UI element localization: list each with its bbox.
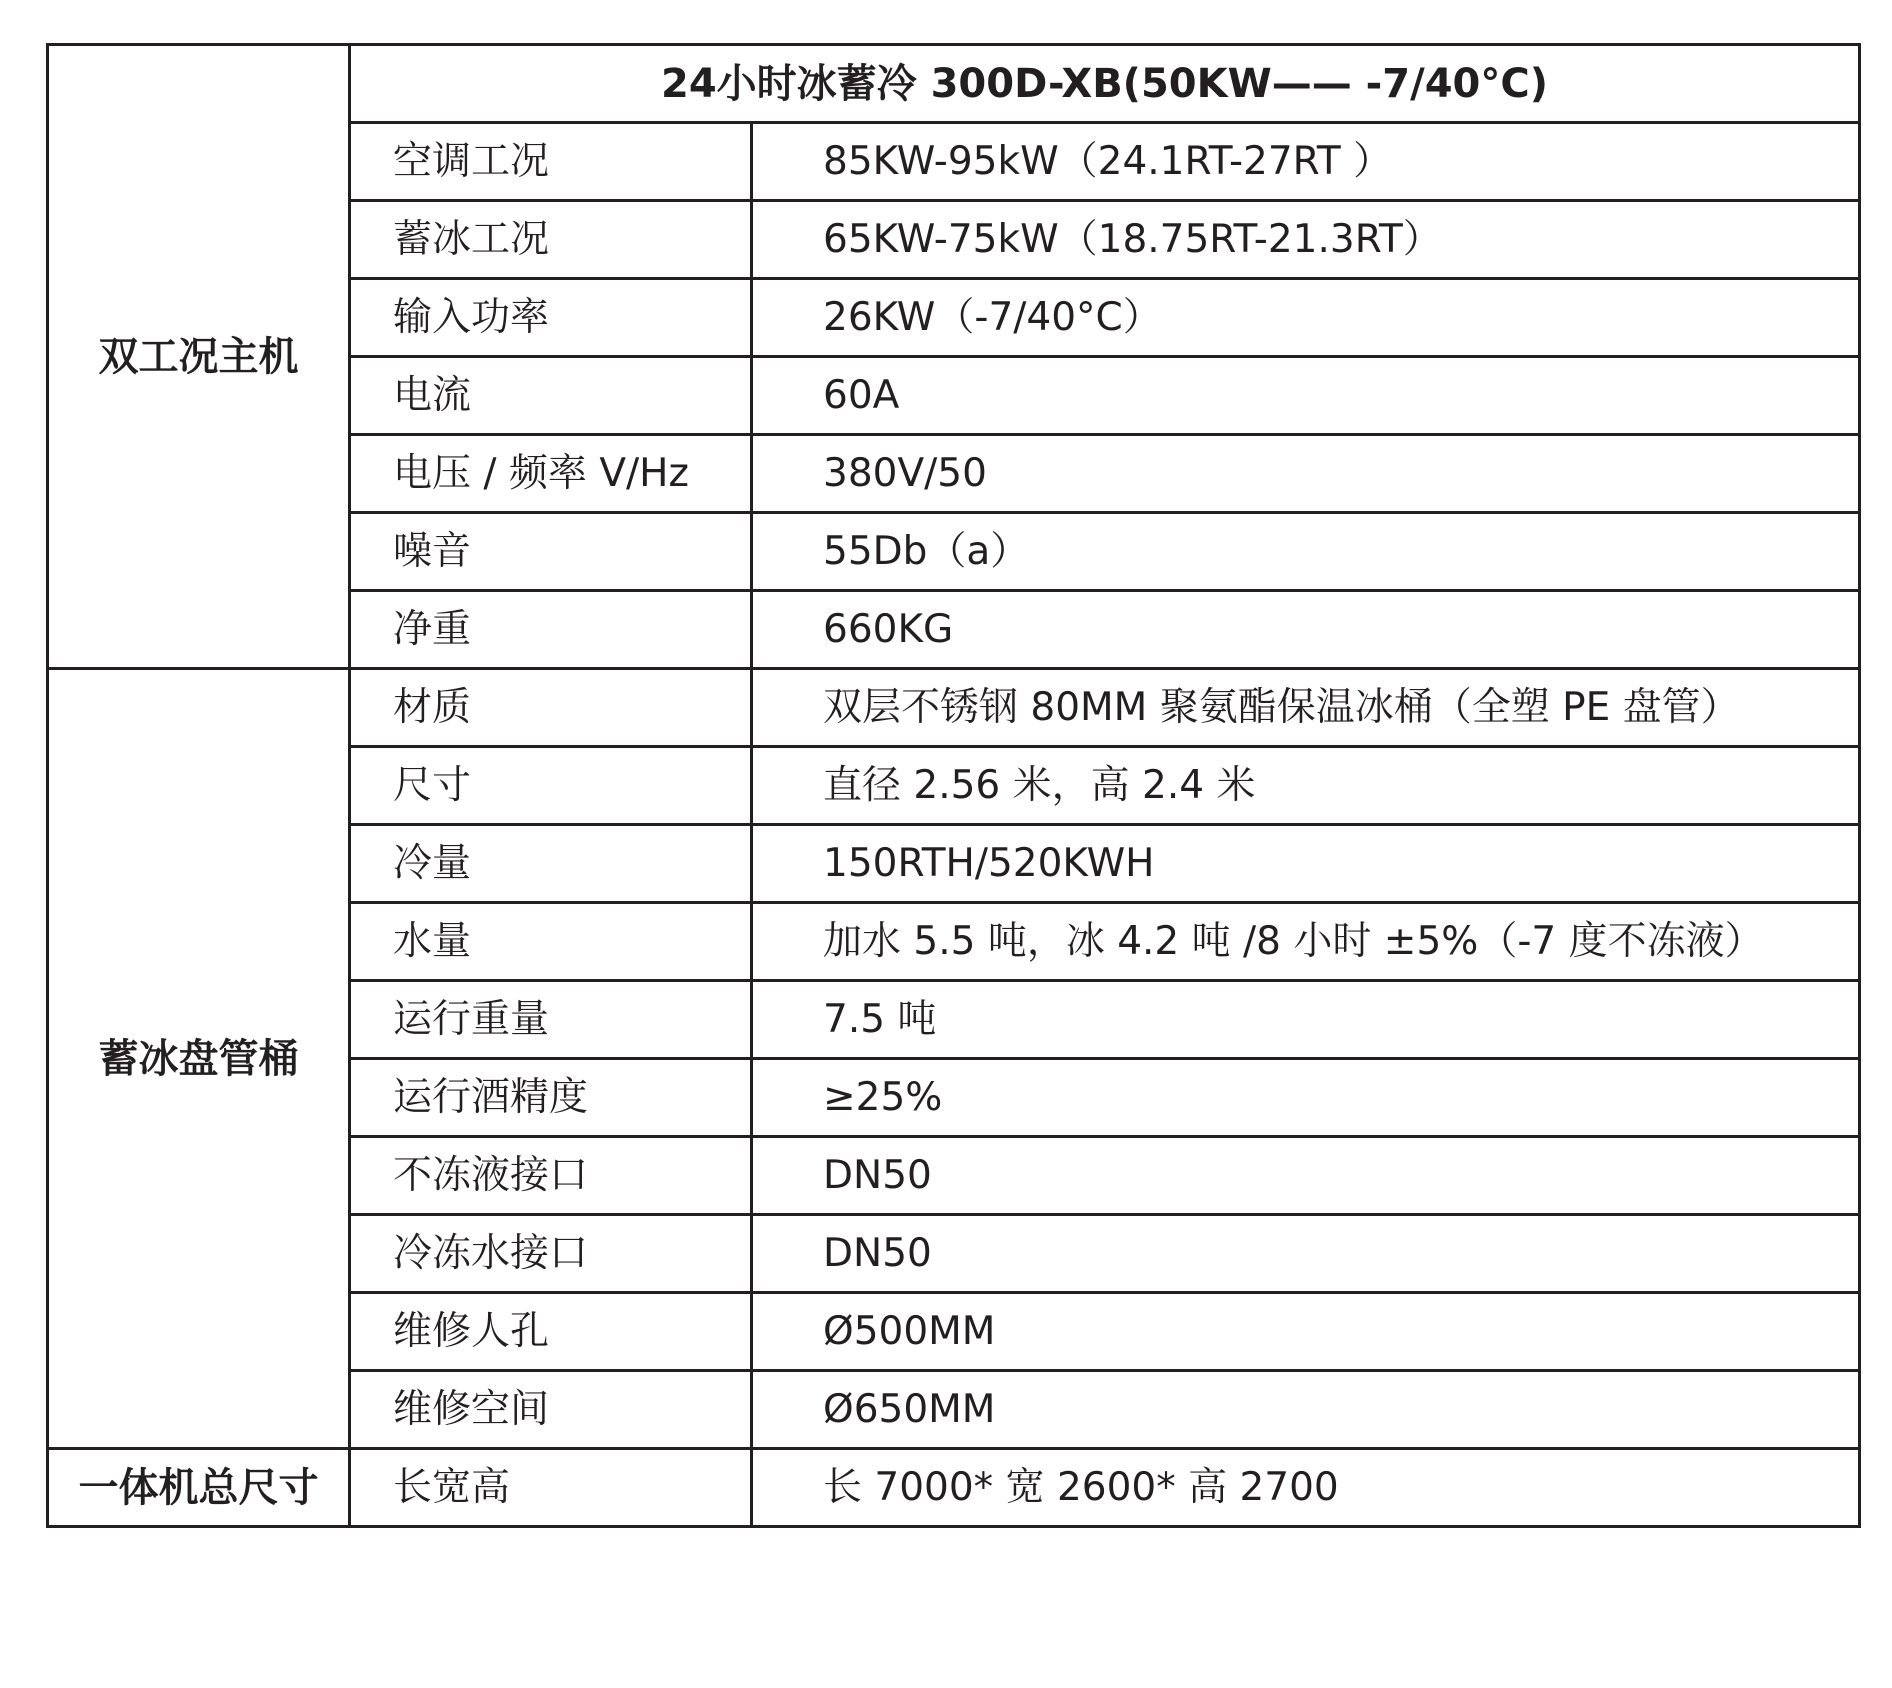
row-label: 冷冻水接口 [350, 1215, 752, 1293]
row-value: 60A [752, 357, 1860, 435]
row-label: 不冻液接口 [350, 1137, 752, 1215]
row-label: 电流 [350, 357, 752, 435]
row-label: 长宽高 [350, 1449, 752, 1527]
row-label: 尺寸 [350, 747, 752, 825]
row-label: 材质 [350, 669, 752, 747]
row-value: 长 7000* 宽 2600* 高 2700 [752, 1449, 1860, 1527]
row-value: 150RTH/520KWH [752, 825, 1860, 903]
row-value: DN50 [752, 1215, 1860, 1293]
row-value: 7.5 吨 [752, 981, 1860, 1059]
row-label: 空调工况 [350, 123, 752, 201]
group-name-ice-tank: 蓄冰盘管桶 [48, 669, 350, 1449]
row-label: 蓄冰工况 [350, 201, 752, 279]
group-name-host: 双工况主机 [48, 45, 350, 669]
table-row [48, 1449, 1860, 1527]
header-row [48, 45, 1860, 123]
row-value: 85KW-95kW（24.1RT-27RT ） [752, 123, 1860, 201]
group-name-overall-size: 一体机总尺寸 [48, 1449, 350, 1527]
row-label: 维修人孔 [350, 1293, 752, 1371]
row-value: Ø500MM [752, 1293, 1860, 1371]
row-value: 65KW-75kW（18.75RT-21.3RT） [752, 201, 1860, 279]
row-value: 660KG [752, 591, 1860, 669]
row-value: Ø650MM [752, 1371, 1860, 1449]
row-value: 26KW（-7/40°C） [752, 279, 1860, 357]
row-label: 维修空间 [350, 1371, 752, 1449]
row-label: 噪音 [350, 513, 752, 591]
row-label: 冷量 [350, 825, 752, 903]
row-label: 运行酒精度 [350, 1059, 752, 1137]
table-title: 24小时冰蓄冷 300D-XB(50KW—— -7/40°C) [350, 45, 1860, 123]
table-row [48, 669, 1860, 747]
row-value: 380V/50 [752, 435, 1860, 513]
row-value: DN50 [752, 1137, 1860, 1215]
row-label: 水量 [350, 903, 752, 981]
row-value: 直径 2.56 米，高 2.4 米 [752, 747, 1860, 825]
row-label: 输入功率 [350, 279, 752, 357]
row-value: 双层不锈钢 80MM 聚氨酯保温冰桶（全塑 PE 盘管） [752, 669, 1860, 747]
row-value: ≥25% [752, 1059, 1860, 1137]
row-label: 电压 / 频率 V/Hz [350, 435, 752, 513]
row-value: 加水 5.5 吨，冰 4.2 吨 /8 小时 ±5%（-7 度不冻液） [752, 903, 1860, 981]
row-value: 55Db（a） [752, 513, 1860, 591]
row-label: 运行重量 [350, 981, 752, 1059]
spec-table [46, 43, 1861, 1528]
row-label: 净重 [350, 591, 752, 669]
